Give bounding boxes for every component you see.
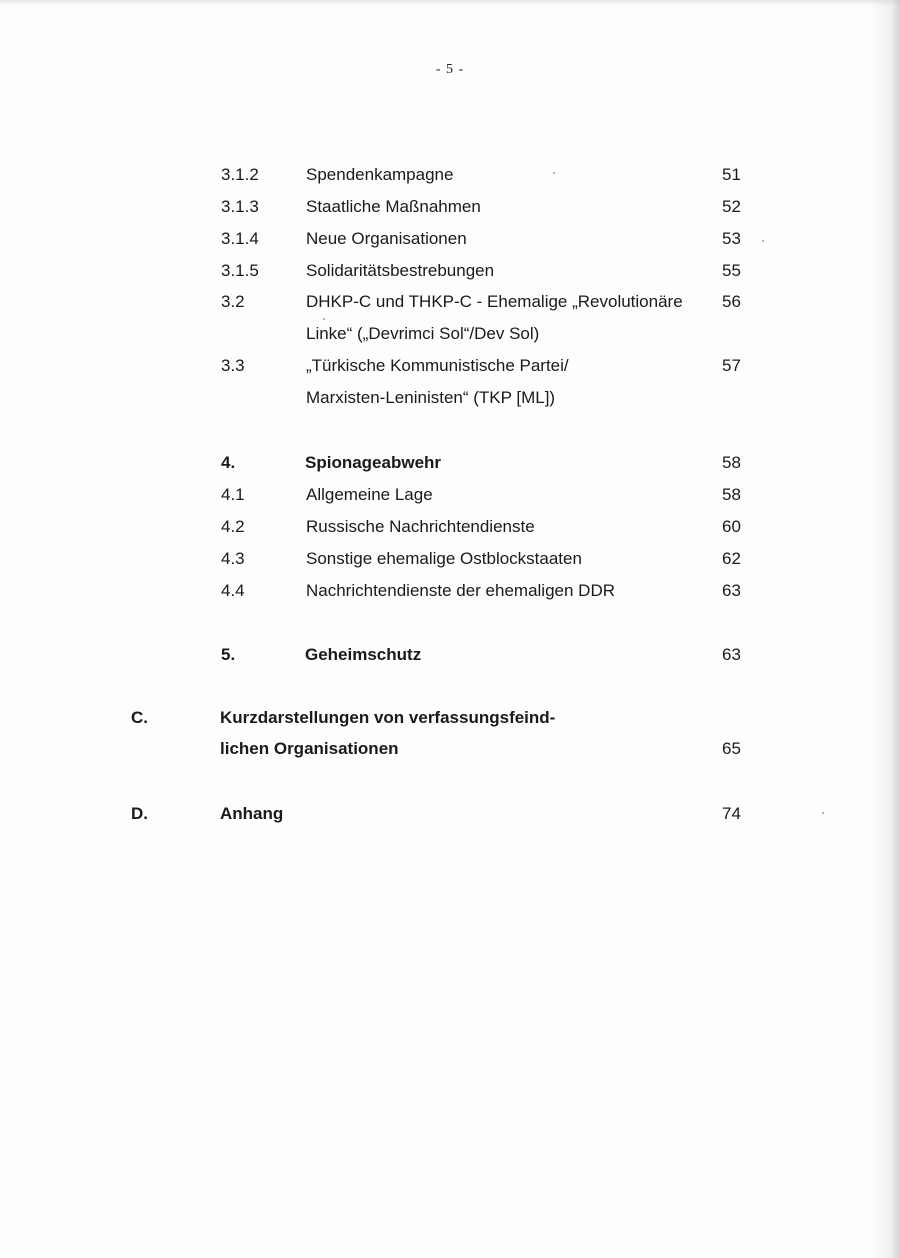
- toc-row: [0, 483, 900, 515]
- toc-section-title: Spionageabwehr: [305, 453, 442, 472]
- toc-row: [0, 290, 900, 322]
- scan-speck: [822, 812, 824, 814]
- toc-entry-number: 3.3: [221, 356, 245, 375]
- toc-entry-title: Russische Nachrichtendienste: [306, 517, 535, 536]
- toc-row-continuation: [0, 322, 900, 354]
- scan-speck: [553, 172, 555, 174]
- toc-entry-title: DHKP-C und THKP-C - Ehemalige „Revolutionäre: [306, 292, 683, 311]
- toc-row-continuation: [0, 386, 900, 418]
- toc-entry-page: 57: [722, 356, 741, 375]
- toc-chapter-number: C.: [131, 708, 148, 727]
- toc-entry-page: 60: [722, 517, 741, 536]
- toc-chapter-title: lichen Organisationen: [220, 739, 399, 758]
- toc-entry-number: 4.2: [221, 517, 245, 536]
- toc-entry-number: 4.4: [221, 581, 245, 600]
- toc-entry-page: 65: [722, 739, 741, 758]
- page-number: - 5 -: [435, 62, 465, 77]
- toc-chapter-title: Kurzdarstellungen von verfassungsfeind-: [220, 708, 556, 727]
- toc-entry-page: 51: [722, 165, 741, 184]
- toc-entry-page: 55: [722, 261, 741, 280]
- toc-entry-number: 3.1.4: [221, 229, 259, 248]
- toc-entry-number: 3.1.5: [221, 261, 259, 280]
- toc-entry-number: 4.1: [221, 485, 245, 504]
- toc-chapter-title: Anhang: [220, 804, 284, 823]
- toc-section-number: 5.: [221, 645, 236, 664]
- toc-entry-title: Neue Organisationen: [306, 229, 467, 248]
- toc-row: [0, 579, 900, 611]
- toc-entry-title: „Türkische Kommunistische Partei/: [306, 356, 569, 375]
- toc-row: [0, 354, 900, 386]
- toc-entry-title: Allgemeine Lage: [306, 485, 433, 504]
- toc-chapter-row: [0, 706, 900, 738]
- scan-speck: [323, 318, 325, 320]
- toc-entry-number: 4.3: [221, 549, 245, 568]
- toc-chapter-row: [0, 802, 900, 834]
- toc-row: [0, 547, 900, 579]
- toc-entry-title: Spendenkampagne: [306, 165, 454, 184]
- toc-row: [0, 163, 900, 195]
- toc-entry-page: 63: [722, 645, 741, 664]
- toc-entry-title: Staatliche Maßnahmen: [306, 197, 481, 216]
- toc-entry-page: 52: [722, 197, 741, 216]
- toc-entry-number: 3.2: [221, 292, 245, 311]
- toc-row: [0, 227, 900, 259]
- toc-entry-page: 74: [722, 804, 741, 823]
- toc-entry-page: 58: [722, 453, 741, 472]
- scan-speck: [762, 240, 764, 242]
- toc-entry-page: 62: [722, 549, 741, 568]
- toc-entry-number: 3.1.2: [221, 165, 259, 184]
- toc-entry-title: Sonstige ehemalige Ostblockstaaten: [306, 549, 582, 568]
- toc-entry-page: 63: [722, 581, 741, 600]
- toc-entry-title: Marxisten-Leninisten“ (TKP [ML]): [306, 388, 556, 407]
- toc-section-row: [0, 451, 900, 483]
- toc-section-row: [0, 643, 900, 675]
- toc-entry-title: Nachrichtendienste der ehemaligen DDR: [306, 581, 615, 600]
- toc-section-title: Geheimschutz: [305, 645, 422, 664]
- toc-row: [0, 195, 900, 227]
- toc-row: [0, 515, 900, 547]
- toc-entry-number: 3.1.3: [221, 197, 259, 216]
- toc-entry-title: Linke“ („Devrimci Sol“/Dev Sol): [306, 324, 540, 343]
- toc-chapter-number: D.: [131, 804, 148, 823]
- toc-chapter-row-continuation: [0, 737, 900, 769]
- toc-entry-page: 58: [722, 485, 741, 504]
- toc-entry-page: 56: [722, 292, 741, 311]
- toc-section-number: 4.: [221, 453, 236, 472]
- toc-entry-title: Solidaritätsbestrebungen: [306, 261, 495, 280]
- toc-row: [0, 259, 900, 291]
- toc-entry-page: 53: [722, 229, 741, 248]
